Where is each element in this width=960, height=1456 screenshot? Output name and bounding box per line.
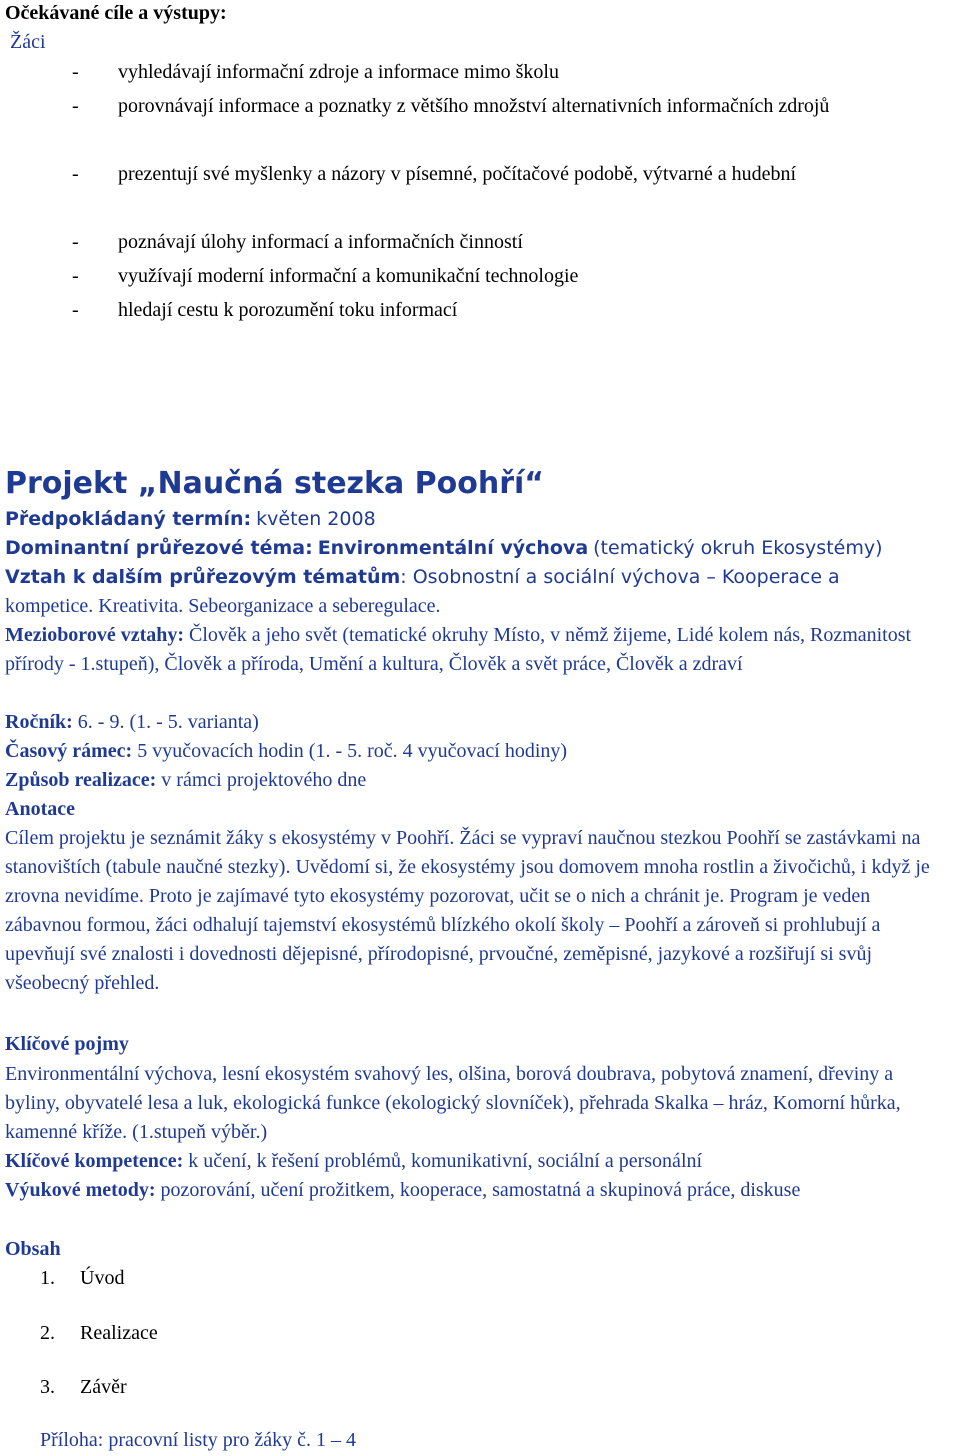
contents-item (40, 1372, 127, 1402)
competence-value: k učení, k řešení problémů, komunikativní, sociální a personální (188, 1150, 703, 1172)
goal-item (72, 259, 942, 293)
inter-label: Mezioborové vztahy: (5, 624, 185, 646)
contents-item (40, 1263, 124, 1293)
contents-label: Závěr (80, 1376, 127, 1398)
goal-text: hledají cestu k porozumění toku informací (118, 299, 458, 321)
theme-label: Dominantní průřezové téma: (5, 537, 313, 559)
grade-value: 6. - 9. (1. - 5. varianta) (77, 711, 259, 733)
contents-label: Realizace (80, 1322, 158, 1344)
method-value: v rámci projektového dne (161, 769, 367, 791)
goal-item (72, 89, 942, 123)
teaching-value: pozorování, učení prožitkem, kooperace, samostatná a skupinová práce, diskuse (160, 1179, 801, 1201)
time-value: 5 vyučovacích hodin (1. - 5. roč. 4 vyučovací hodiny) (137, 740, 568, 762)
contents-label: Úvod (80, 1267, 125, 1289)
goal-item (72, 225, 942, 259)
goal-text: porovnávají informace a poznatky z většího množství alternativních informačních zdrojů (118, 95, 830, 117)
project-relation (5, 563, 935, 592)
project-competences (5, 1147, 935, 1176)
relation-continuation: kompetice. Kreativita. Sebeorganizace a seberegulace. (5, 595, 441, 617)
relation-label: Vztah k dalším průřezovým tématům (5, 566, 401, 588)
dash-bullet: - (72, 265, 79, 287)
contents-number: 2. (40, 1322, 55, 1344)
goal-text: poznávají úlohy informací a informačních činností (118, 231, 523, 253)
project-interdisciplinary (5, 621, 935, 679)
date-value: květen 2008 (256, 508, 376, 530)
dash-bullet: - (72, 163, 79, 185)
project-grade (5, 708, 935, 737)
goal-text: vyhledávají informační zdroje a informace mimo školu (118, 61, 559, 83)
annotation-text: Cílem projektu je seznámit žáky s ekosystémy v Poohří. Žáci se vypraví naučnou stezkou Poohří se zastávkami na stanovištích (tabule naučné stezky). Uvědomí si, že ekosystémy jsou domovem mnoha rostlin a živočichů, i když je zrovna nevidíme. Proto je zajímavé tyto ekosystémy pozorovat, učit se o nich a chránit je. Program je veden zábavnou formou, žáci odhalují tajemství ekosystémů blízkého okolí školy – Poohří a zároveň si prohlubují a upevňují své znalosti i dovednosti dějepisné, přírodopisné, prvoučné, zeměpisné, jazykové a rozšiřují si svůj všeobecný přehled. (5, 827, 930, 994)
dash-bullet: - (72, 299, 79, 321)
competence-label: Klíčové kompetence: (5, 1150, 184, 1172)
keywords-heading: Klíčové pojmy (5, 1033, 129, 1055)
grade-label: Ročník: (5, 711, 73, 733)
goal-item (72, 293, 942, 327)
dash-bullet: - (72, 95, 79, 117)
goals-subject: Žáci (10, 31, 46, 53)
project-theme (5, 534, 935, 563)
project-date (5, 505, 935, 534)
dash-bullet: - (72, 61, 79, 83)
inter-value: Člověk a jeho svět (tematické okruhy Místo, v němž žijeme, Lidé kolem nás, Rozmanitost přírody - 1.stupeň), Člověk a příroda, Umění a kultura, Člověk a svět práce, Člověk a zdraví (5, 624, 912, 675)
contents-number: 3. (40, 1376, 55, 1398)
appendix-note: Příloha: pracovní listy pro žáky č. 1 – 4 (40, 1429, 357, 1451)
theme-note: (tematický okruh Ekosystémy) (593, 537, 883, 559)
goal-item (72, 55, 942, 89)
project-method (5, 766, 935, 795)
contents-number: 1. (40, 1267, 55, 1289)
goal-text: využívají moderní informační a komunikační technologie (118, 265, 579, 287)
teaching-label: Výukové metody: (5, 1179, 156, 1201)
date-label: Předpokládaný termín: (5, 508, 252, 530)
dash-bullet: - (72, 231, 79, 253)
theme-value: Environmentální výchova (317, 537, 589, 559)
time-label: Časový rámec: (5, 740, 133, 762)
contents-item (40, 1318, 158, 1348)
contents-heading: Obsah (5, 1238, 61, 1260)
keywords-text: Environmentální výchova, lesní ekosystém svahový les, olšina, borová doubrava, pobytová znamení, dřeviny a byliny, obyvatelé lesa a luk, ekologická funkce (ekologický slovníček), přehrada Skalka – hráz, Komorní hůrka, kamenné kříže. (1.stupeň výběr.) (5, 1063, 901, 1143)
relation-value: : Osobnostní a sociální výchova – Kooperace a (400, 566, 840, 588)
annotation-heading: Anotace (5, 798, 75, 820)
goals-heading: Očekávané cíle a výstupy: (5, 2, 227, 24)
project-timeframe (5, 737, 935, 766)
goal-item (72, 157, 942, 191)
project-title: Projekt „Naučná stezka Poohří“ (5, 466, 545, 501)
method-label: Způsob realizace: (5, 769, 157, 791)
project-teaching-methods (5, 1176, 935, 1205)
goal-text: prezentují své myšlenky a názory v písemné, počítačové podobě, výtvarné a hudební (118, 163, 797, 185)
